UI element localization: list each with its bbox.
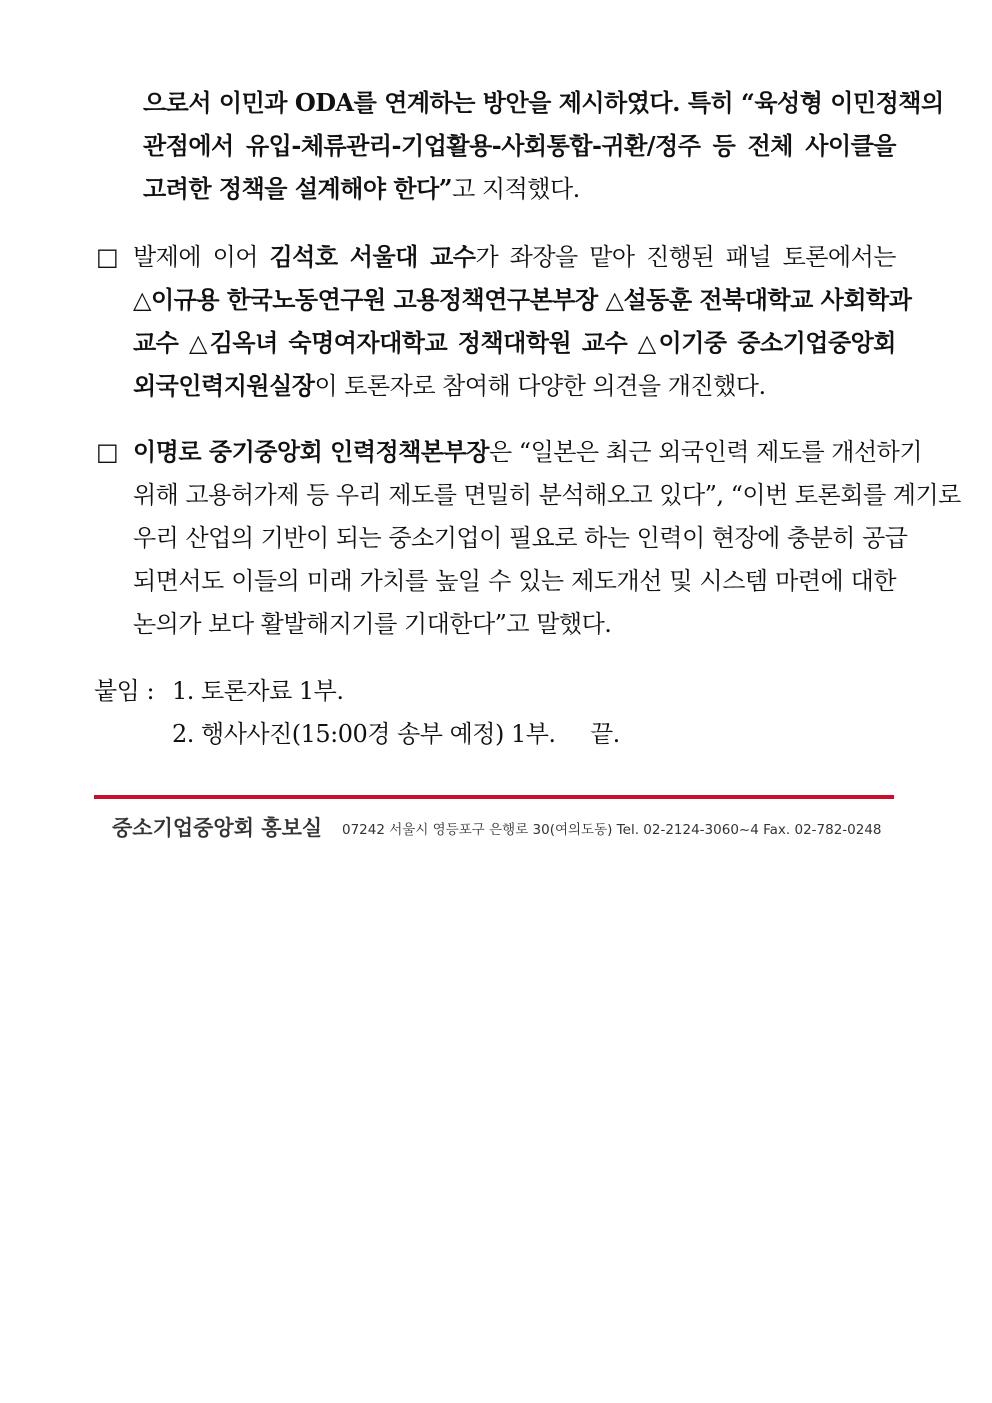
para2-line4-text: 이 토론자로 참여해 다양한 의견을 개진했다. xyxy=(314,372,766,400)
para2-line1-rest: 가 좌장을 맡아 진행된 패널 토론에서는 xyxy=(475,243,896,271)
para3-line2 xyxy=(133,478,961,512)
para3-line1-text: 은 “일본은 최근 외국인력 제도를 개선하기 xyxy=(488,438,923,466)
footer-org-name: 중소기업중앙회 홍보실 xyxy=(112,816,323,840)
para2-line2-text: △이규용 한국노동연구원 고용정책연구본부장 △설동훈 전북대학교 사회학과 xyxy=(133,285,912,314)
para1-line1-text: 으로서 이민과 ODA를 연계하는 방안을 제시하였다. 특히 “육성형 이민정책의 xyxy=(143,88,944,117)
para1-line1 xyxy=(143,86,944,120)
para2-bullet xyxy=(96,240,118,274)
para2-line1-text: 발제에 이어 xyxy=(133,243,270,271)
para3-line2-text: 위해 고용허가제 등 우리 제도를 면밀히 분석해오고 있다”, “이번 토론회를 계기로 xyxy=(133,481,961,509)
para1-line3-bold: 고려한 정책을 설계해야 한다” xyxy=(143,174,453,203)
checkbox-bullet-icon: □ xyxy=(96,437,119,466)
footer-divider xyxy=(94,795,894,799)
para2-chair-name: 김석호 서울대 교수 xyxy=(269,242,476,271)
para1-line2 xyxy=(143,129,896,163)
attachment-item-2 xyxy=(172,717,556,751)
para3-line3 xyxy=(133,521,908,555)
para2-line2 xyxy=(133,283,912,317)
para1-line3 xyxy=(143,172,580,206)
attachment-item-1 xyxy=(172,674,343,708)
para2-line4-bold: 외국인력지원실장 xyxy=(133,371,315,400)
para3-bullet xyxy=(96,435,118,469)
checkbox-bullet-icon: □ xyxy=(96,243,119,271)
para3-line1 xyxy=(133,435,923,469)
attachment-item-1-text: 1. 토론자료 1부. xyxy=(172,677,344,705)
end-mark xyxy=(590,717,620,751)
para3-line3-text: 우리 산업의 기반이 되는 중소기업이 필요로 하는 인력이 현장에 충분히 공급 xyxy=(133,524,908,552)
attachment-item-2-text: 2. 행사사진(15:00경 송부 예정) 1부. xyxy=(172,720,556,748)
attachments-label xyxy=(94,674,154,708)
para2-line3 xyxy=(133,326,896,360)
para1-line3-text: 고 지적했다. xyxy=(452,175,580,203)
para3-line4-text: 되면서도 이들의 미래 가치를 높일 수 있는 제도개선 및 시스템 마련에 대한 xyxy=(133,567,896,595)
para3-line5-text: 논의가 보다 활발해지기를 기대한다”고 말했다. xyxy=(133,610,612,638)
para3-speaker: 이명로 중기중앙회 인력정책본부장 xyxy=(133,437,489,466)
footer-contact: 07242 서울시 영등포구 은행로 30(여의도동) Tel. 02-2124-3060~4 Fax. 02-782-0248 xyxy=(342,822,882,838)
para3-line4 xyxy=(133,564,896,598)
end-mark-text: 끝. xyxy=(590,720,620,748)
para2-line1 xyxy=(133,240,896,274)
attachments-label-text: 붙임 : xyxy=(94,677,155,705)
para2-line3-text: 교수 △김옥녀 숙명여자대학교 정책대학원 교수 △이기중 중소기업중앙회 xyxy=(133,328,896,357)
para2-line4 xyxy=(133,369,766,403)
para1-line2-text: 관점에서 유입-체류관리-기업활용-사회통합-귀환/정주 등 전체 사이클을 xyxy=(143,131,896,160)
para3-line5 xyxy=(133,607,611,641)
